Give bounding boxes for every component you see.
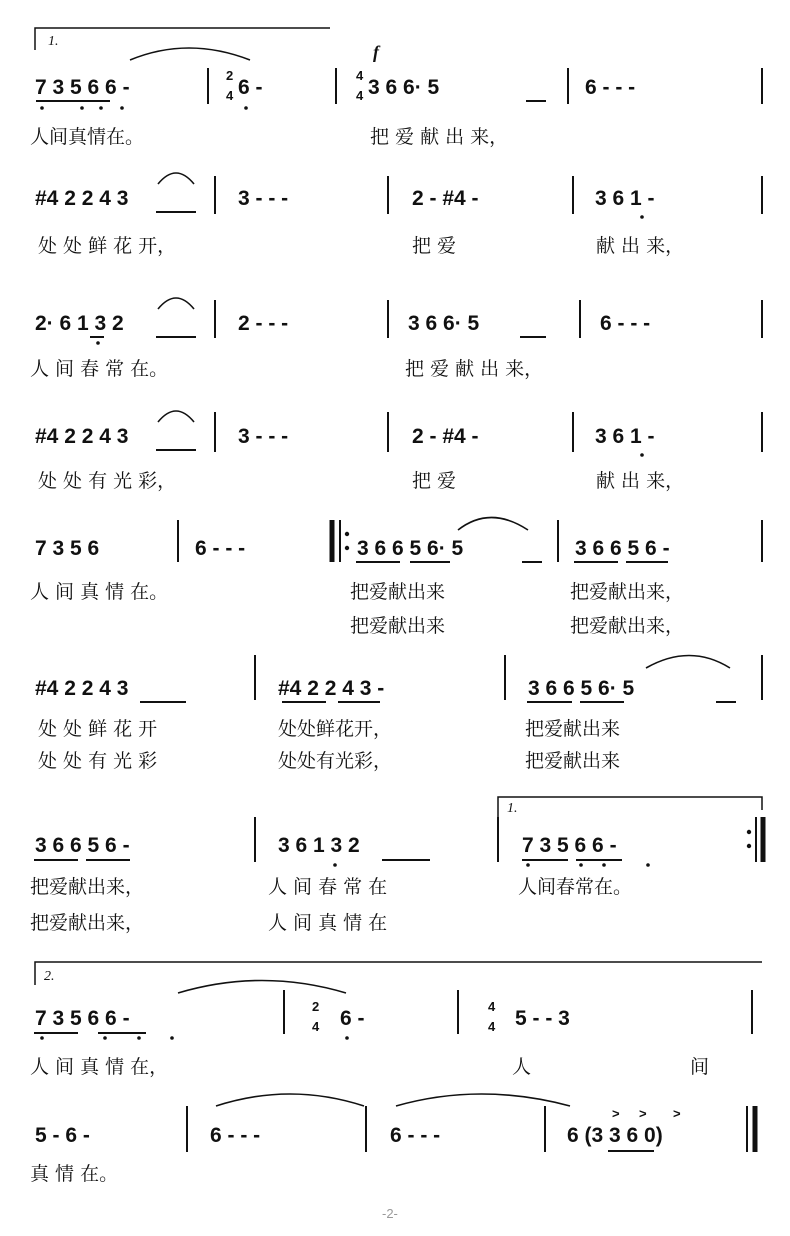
notes-segment: 5 - 6 - [35,1124,90,1147]
lyric-text: 处 处 鲜 花 开， [38,235,177,257]
notes-segment: #4 2 2 4 3 [35,425,129,448]
octave-dot [646,863,650,867]
notes-segment: 7 3 5 6 6 - [522,834,617,857]
lyric-text: 把爱献出来 [525,718,621,740]
notes-segment: 2· 6 1 3 2 [35,312,124,335]
lyric-text: 把爱献出来 [350,581,446,603]
notes-segment: 7 3 5 6 6 - [35,76,130,99]
first-ending-bracket [35,28,330,50]
octave-dot [99,106,103,110]
lyric-text: 处 处 有 光 彩， [38,470,177,492]
repeat-dot [345,546,349,550]
notes-segment: 3 6 1 3 2 [278,834,360,857]
notes-segment: 6 - - - [210,1124,261,1147]
time-signature-bottom: 4 [356,88,364,103]
notes-segment: 7 3 5 6 [35,537,100,560]
octave-dot [579,863,583,867]
time-signature-bottom: 4 [312,1019,320,1034]
octave-dot [640,453,644,457]
notes-segment: 6 - [340,1007,365,1030]
lyric-text: 把爱献出来， [30,912,145,934]
notes-segment: 6 - - - [600,312,651,335]
notes-segment: 2 - #4 - [412,187,479,210]
tie [130,48,250,60]
repeat-dot [747,830,751,834]
system-5 [30,518,762,638]
octave-dot [103,1036,107,1040]
system-4 [35,411,762,492]
octave-dot [333,863,337,867]
ending-label: 1. [48,34,59,49]
lyric-text: 献 出 来， [596,470,685,492]
system-9 [30,1094,755,1185]
octave-dot [137,1036,141,1040]
system-2 [35,173,762,257]
octave-dot [40,1036,44,1040]
lyric-text: 把 爱 [412,235,457,257]
system-1 [30,28,762,148]
notes-segment: 3 6 6· 5 [368,76,440,99]
notes-segment: 6 - - - [390,1124,441,1147]
tie [396,1094,570,1106]
lyric-text: 处处有光彩， [278,750,393,772]
lyric-text: 处 处 有 光 彩 [38,750,158,772]
octave-dot [96,341,100,345]
time-signature-top: 2 [312,999,320,1014]
lyric-text: 处处鲜花开， [278,718,393,740]
lyric-text: 人 [512,1056,532,1078]
lyric-text: 人 间 真 情 在 [268,912,388,934]
slur [158,173,194,184]
system-7 [30,797,763,934]
lyric-text: 间 [690,1056,710,1078]
lyric-text: 真 情 在。 [30,1163,119,1185]
notes-segment: 3 6 6 5 6· 5 [528,677,635,700]
time-signature-bottom: 4 [226,88,234,103]
time-signature-top: 4 [488,999,496,1014]
lyric-text: 把爱献出来， [570,581,685,603]
system-8 [30,962,762,1078]
ending-label: 2. [44,969,55,984]
page-number: -2- [382,1206,398,1221]
lyric-text: 人 间 春 常 在。 [30,358,169,380]
lyric-text: 把 爱 献 出 来， [405,358,544,380]
lyric-text: 人 间 春 常 在 [268,876,388,898]
lyric-text: 人 间 真 情 在， [30,1056,169,1078]
notes-segment: 6 - [238,76,263,99]
notes-segment: 7 3 5 6 6 - [35,1007,130,1030]
slur [158,411,194,422]
notes-segment: 3 - - - [238,187,289,210]
system-6 [35,655,762,772]
time-signature-top: 4 [356,68,364,83]
lyric-text: 处 处 鲜 花 开 [38,718,158,740]
octave-dot [40,106,44,110]
lyric-text: 人间真情在。 [30,126,145,148]
tie [216,1094,364,1106]
accent-mark: > [639,1106,647,1121]
slur [158,298,194,309]
accent-mark: > [612,1106,620,1121]
tie [178,981,346,994]
lyric-text: 把爱献出来 [350,615,446,637]
notes-segment: 2 - - - [238,312,289,335]
octave-dot [170,1036,174,1040]
octave-dot [80,106,84,110]
notes-segment: 3 6 6· 5 [408,312,480,335]
notes-segment: 3 6 1 - [595,425,655,448]
notes-segment: 6 (3 3 6 0) [567,1124,663,1147]
notes-segment: 2 - #4 - [412,425,479,448]
notes-segment: 6 - - - [195,537,246,560]
notes-segment: #4 2 2 4 3 [35,187,129,210]
lyric-text: 人 间 真 情 在。 [30,581,169,603]
lyric-text: 人间春常在。 [518,876,633,898]
lyric-text: 把爱献出来， [30,876,145,898]
tie [646,656,730,669]
time-signature-bottom: 4 [488,1019,496,1034]
notes-segment: #4 2 2 4 3 - [278,677,385,700]
time-signature-top: 2 [226,68,234,83]
lyric-text: 把 爱 [412,470,457,492]
accent-mark: > [673,1106,681,1121]
system-3 [30,298,762,380]
repeat-dot [345,532,349,536]
second-ending-bracket [35,962,762,985]
octave-dot [244,106,248,110]
repeat-dot [747,844,751,848]
notes-segment: 3 6 6 5 6 - [35,834,130,857]
octave-dot [526,863,530,867]
notes-segment: 3 6 6 5 6 - [575,537,670,560]
notes-segment: 3 6 1 - [595,187,655,210]
lyric-text: 献 出 来， [596,235,685,257]
octave-dot [120,106,124,110]
ending-label: 1. [507,801,518,816]
lyric-text: 把爱献出来， [570,615,685,637]
octave-dot [640,215,644,219]
octave-dot [345,1036,349,1040]
notes-segment: #4 2 2 4 3 [35,677,129,700]
octave-dot [602,863,606,867]
notes-segment: 3 6 6 5 6· 5 [357,537,464,560]
lyric-text: 把 爱 献 出 来， [370,126,509,148]
notes-segment: 3 - - - [238,425,289,448]
tie [458,518,528,531]
dynamic-marking: f [373,42,379,62]
lyric-text: 把爱献出来 [525,750,621,772]
notes-segment: 6 - - - [585,76,636,99]
notes-segment: 5 - - 3 [515,1007,570,1030]
